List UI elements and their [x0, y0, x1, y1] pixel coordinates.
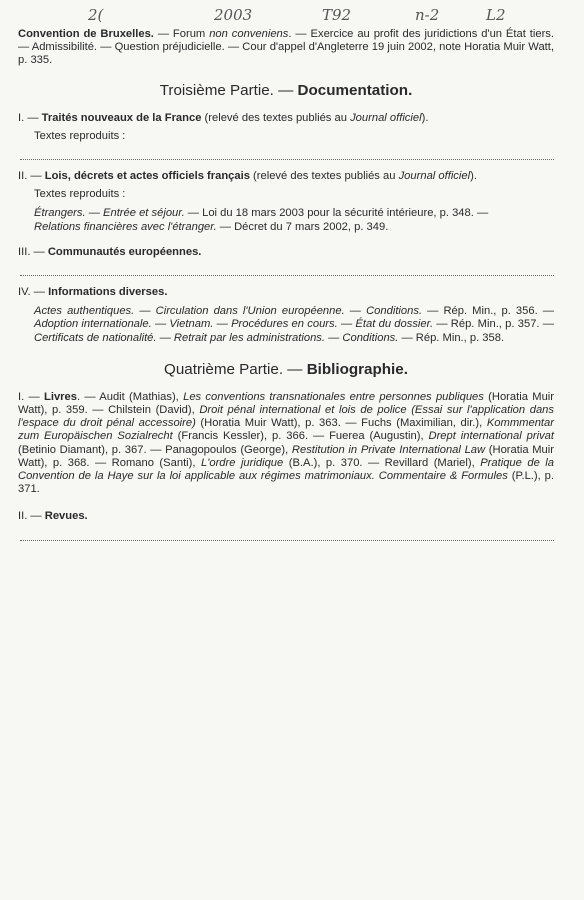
section-number: IV. — [18, 286, 49, 299]
section-number: I. — [18, 390, 45, 403]
book-title: Kommmentar zum Europäischen Sozialrecht [18, 417, 554, 443]
book-title: Drept international privat [428, 430, 554, 443]
entry-text: (P.L.), p. 371. [18, 470, 554, 496]
books-section [18, 391, 554, 497]
entry-text: — Rép. Min., p. 356. — [422, 305, 554, 318]
journal-name: Journal officiel [350, 111, 422, 124]
book-title: Droit pénal international et lois de police (Essai sur l'application dans l'espace du droit pénal accessoire) [18, 404, 554, 430]
entry-text: . — Audit (Mathias), [76, 390, 184, 403]
section-heading-3 [18, 246, 554, 259]
handwritten-mark: n-2 [415, 6, 440, 24]
section-title: Communautés européennes. [47, 245, 202, 258]
entry-text: . — Exercice au profit des juridictions d'un État tiers. — Admissibilité. — Question préjudicielle. — Cour d'appel d'Angleterre 19 juin 2002, note Horatia Muir Watt, p. 335. [18, 28, 554, 67]
book-title: L'ordre juridique [200, 456, 284, 469]
handwritten-mark: 2​( [88, 6, 104, 24]
entry-text: (Francis Kessler), p. 366. — Fuerea (Augustin), [172, 430, 429, 443]
section-title: Livres [44, 390, 77, 403]
section-title: Informations diverses. [48, 286, 168, 299]
entry-italic: Relations financières avec l'étranger. [34, 220, 217, 233]
section-note: (relevé des textes publiés au [201, 111, 351, 124]
book-title: Restitution in Private International Law [291, 443, 486, 456]
section-heading-reviews [18, 510, 554, 523]
entry-text: (Betinio Diamant), p. 367. — Panagopoulos (George), [18, 443, 292, 456]
information-entries [18, 305, 554, 345]
text-entry [18, 207, 554, 233]
entry-text: (Horatia Muir Watt), p. 368. — Romano (Santi), [18, 443, 554, 469]
section-number: II. — [18, 510, 45, 523]
part-title: Bibliographie. [306, 360, 408, 378]
part-title: Documentation. [297, 81, 413, 99]
section-heading-4 [18, 286, 554, 299]
handwritten-annotations [0, 2, 584, 28]
entry-italic: Actes authentiques. — Circulation dans l'Union européenne. — Conditions. [34, 305, 423, 318]
reproduced-texts-label: Textes reproduits : [34, 129, 126, 142]
section-note: (relevé des textes publiés au [249, 170, 399, 183]
reproduced-texts-label: Textes reproduits : [34, 188, 126, 201]
entry-italic: non conveniens [209, 28, 289, 40]
part-prefix: Troisième Partie. — [159, 81, 298, 99]
handwritten-mark: T92 [322, 6, 352, 24]
section-heading-1 [18, 112, 554, 125]
entry-text: — Forum [153, 28, 210, 40]
entry-text: — Rép. Min., p. 357. — [433, 318, 554, 331]
handwritten-mark: L2 [486, 6, 506, 24]
section-title: Revues. [44, 510, 88, 523]
section-title: Lois, décrets et actes officiels français [44, 170, 250, 183]
entry-text: — Rép. Min., p. 358. [398, 331, 505, 344]
dotted-leader [20, 267, 554, 276]
journal-name: Journal officiel [398, 170, 471, 183]
section-heading-2 [18, 170, 554, 183]
entry-text: (Horatia Muir Watt), p. 359. — Chilstein (David), [18, 390, 555, 417]
handwritten-mark: 2003 [214, 6, 253, 24]
entry-text: — Décret du 7 mars 2002, p. 349. [216, 220, 389, 233]
entry-italic: Étrangers. — Entrée et séjour. [34, 207, 185, 220]
section-number: II. — [18, 170, 45, 183]
book-title: Les conventions transnationales entre personnes publiques [183, 390, 484, 403]
section-number: I. — [18, 111, 42, 124]
part-heading-documentation [18, 82, 554, 100]
section-number: III. — [18, 245, 48, 258]
book-title: Pratique de la Convention de la Haye sur la loi applicable aux régimes matrimoniaux. Commentaire & Formules [18, 456, 554, 483]
entry-italic: Certificats de nationalité. — Retrait par les administrations. — Conditions. [34, 331, 399, 344]
entry-text: (B.A.), p. 370. — Revillard (Mariel), [283, 456, 481, 469]
part-heading-bibliographie [18, 361, 554, 379]
section-title: Traités nouveaux de la France [41, 111, 202, 124]
section-note: ). [421, 111, 429, 124]
document-page [18, 28, 554, 551]
part-prefix: Quatrième Partie. — [164, 360, 307, 378]
entry-italic: Adoption internationale. — Vietnam. — Procédures en cours. — État du dossier. [34, 318, 434, 331]
dotted-leader [20, 532, 554, 541]
section-note: ). [470, 170, 477, 183]
top-entry [18, 28, 554, 68]
entry-text: (Horatia Muir Watt), p. 363. — Fuchs (Maximilian, dir.), [195, 417, 487, 430]
entry-text: — Loi du 18 mars 2003 pour la sécurité intérieure, p. 348. — [184, 207, 489, 220]
dotted-leader [20, 151, 554, 160]
entry-title: Convention de Bruxelles. [18, 28, 154, 40]
